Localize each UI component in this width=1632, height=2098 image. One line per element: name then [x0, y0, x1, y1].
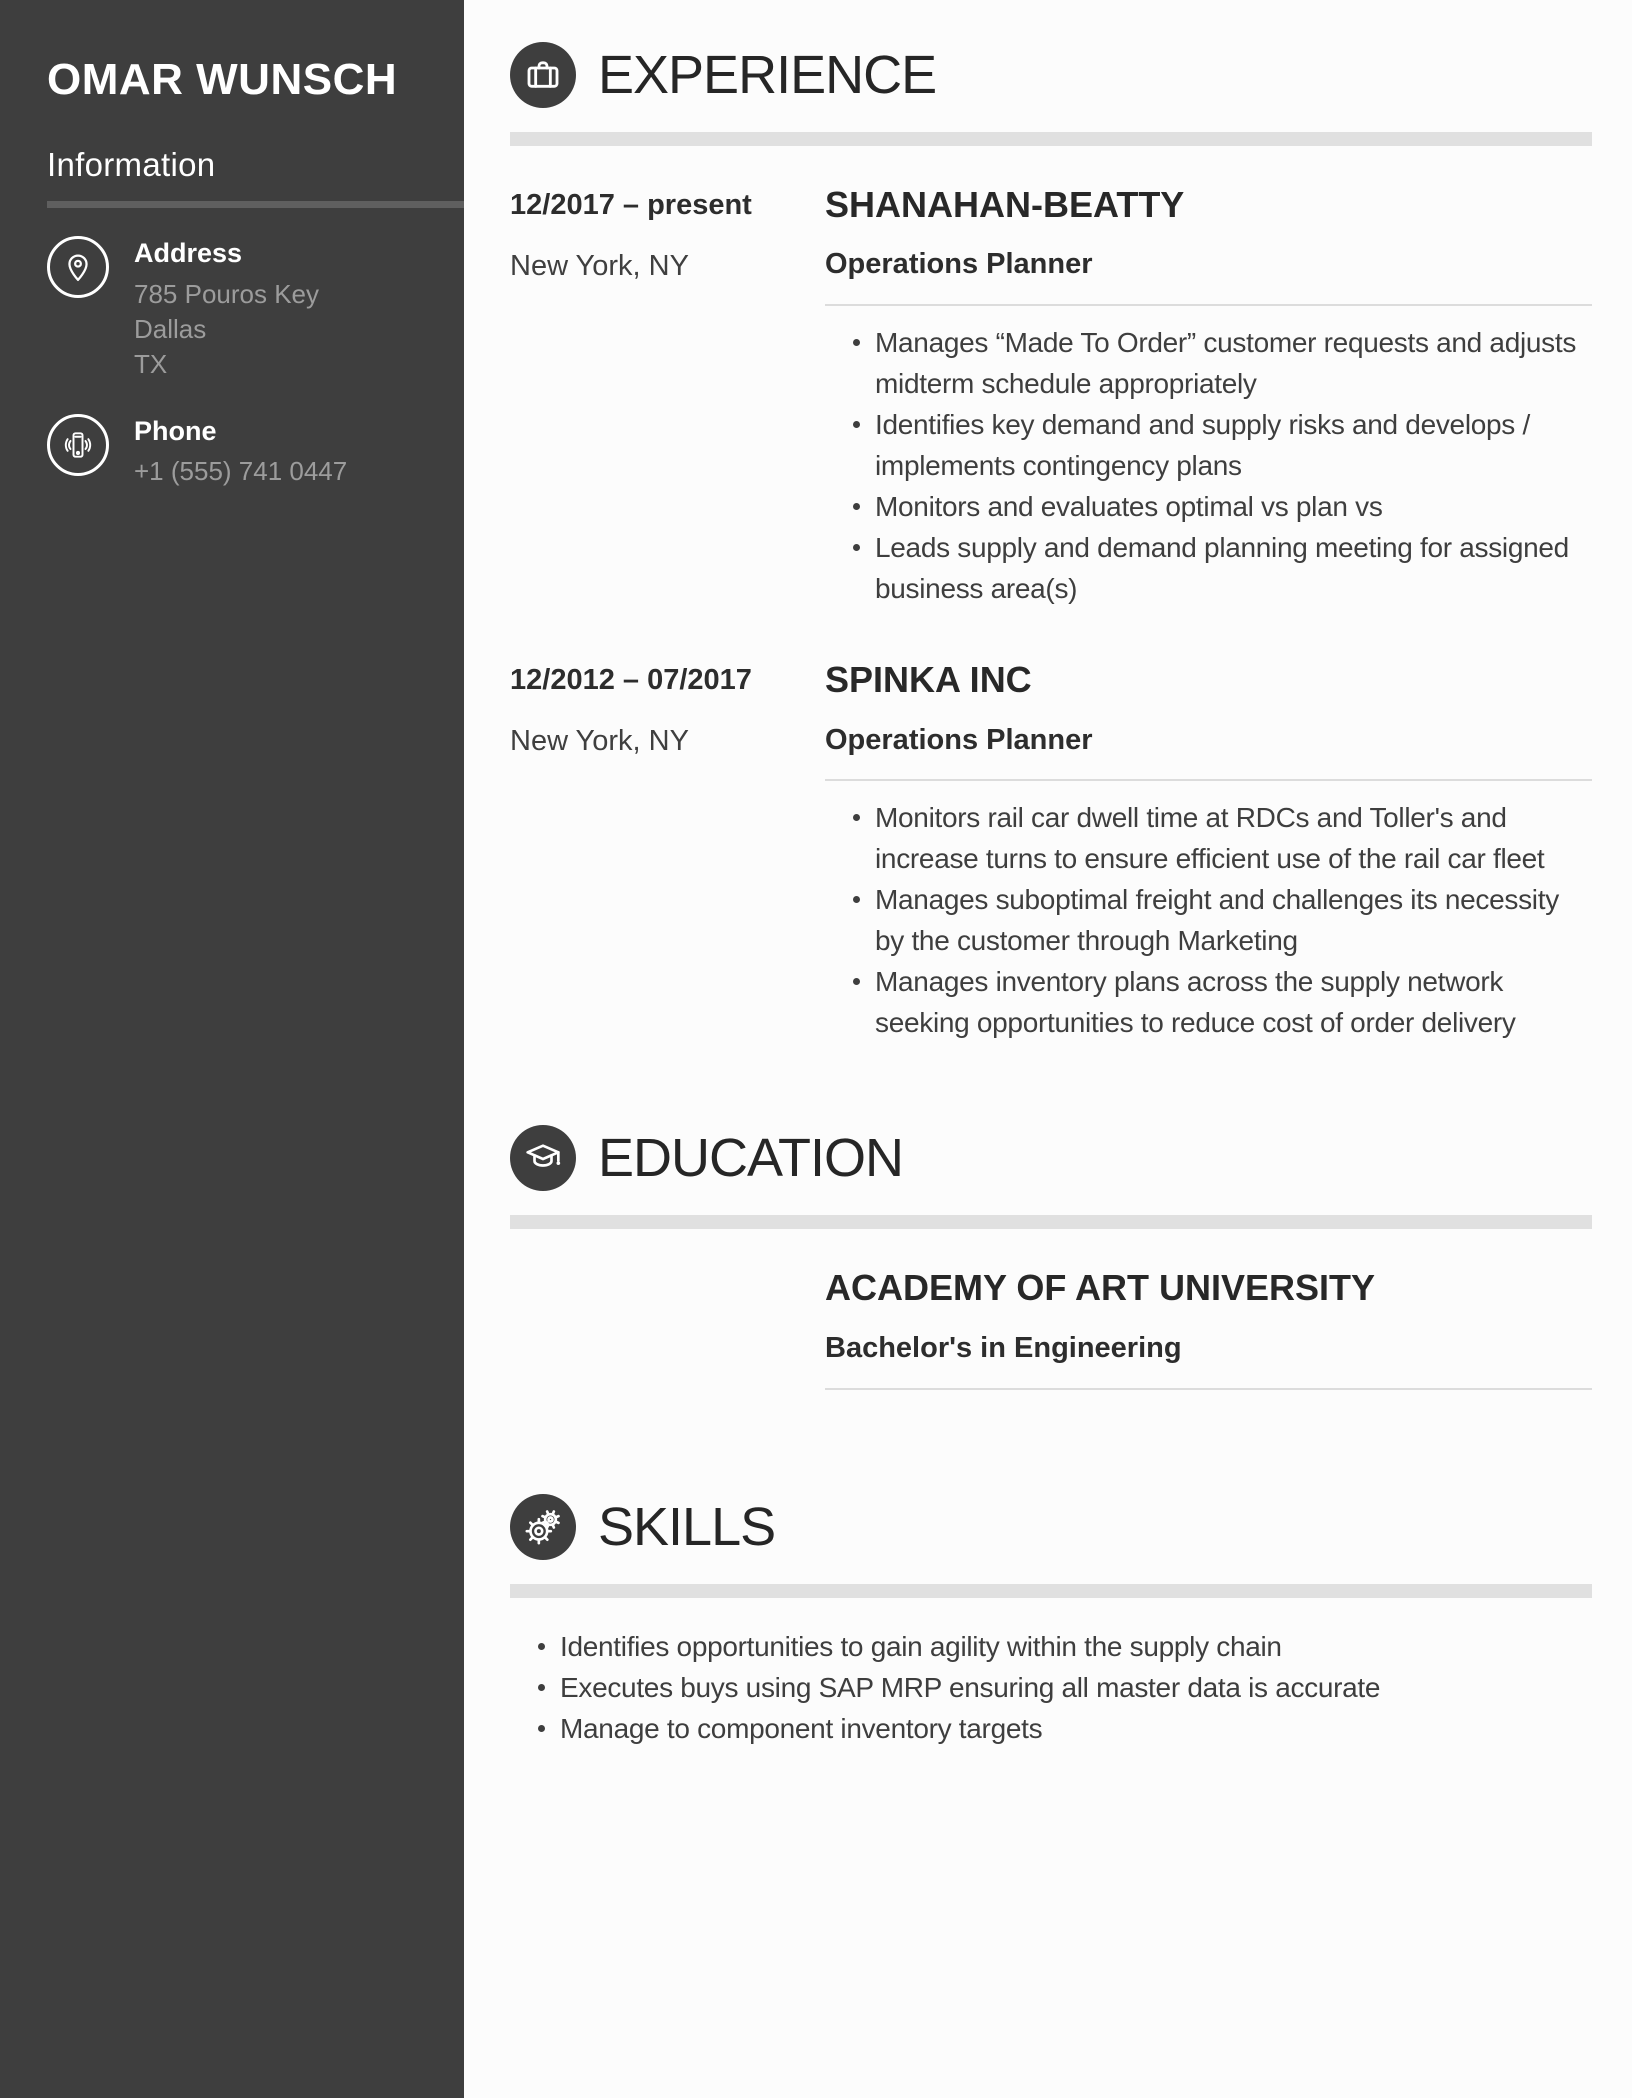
graduation-cap-icon [510, 1125, 576, 1191]
entry-position: Operations Planner [825, 723, 1093, 756]
contact-phone-text [134, 414, 347, 490]
sidebar-divider [47, 201, 464, 208]
bullet-item: Manages suboptimal freight and challenges its necessity by the customer through Marketing [825, 879, 1592, 961]
entry-divider [825, 1388, 1592, 1390]
entry-meta [510, 659, 825, 1043]
entry-details [825, 184, 1592, 609]
entry-location: New York, NY [510, 724, 689, 757]
section-title-education: EDUCATION [598, 1128, 904, 1189]
experience-header [510, 42, 1592, 108]
gears-icon [510, 1494, 576, 1560]
bullet-item: Monitors and evaluates optimal vs plan vs [825, 486, 1592, 527]
phone-number: +1 (555) 741 0447 [134, 456, 348, 487]
entry-date: 12/2012 – 07/2017 [510, 664, 752, 697]
bullet-item: Monitors rail car dwell time at RDCs and Toller's and increase turns to ensure efficient use of the rail car fleet [825, 797, 1592, 879]
entry-bullet-list [825, 322, 1592, 609]
bullet-item: Manages “Made To Order” customer requests and adjusts midterm schedule appropriately [825, 322, 1592, 404]
address-line: Dallas [134, 313, 207, 344]
entry-company: SHANAHAN-BEATTY [825, 184, 1185, 225]
bullet-item: Identifies opportunities to gain agility within the supply chain [510, 1626, 1592, 1667]
section-title-skills: SKILLS [598, 1496, 776, 1557]
entry-company: SPINKA INC [825, 659, 1032, 701]
section-underline-bar [510, 132, 1592, 146]
bullet-item: Manages inventory plans across the supply network seeking opportunities to reduce cost of order delivery [825, 961, 1592, 1043]
contact-label: Address [134, 238, 243, 268]
experience-entry [510, 659, 1592, 1043]
briefcase-icon [510, 42, 576, 108]
entry-meta [510, 184, 825, 609]
contact-row-address [47, 236, 424, 382]
entry-location: New York, NY [510, 249, 689, 282]
entry-details [825, 1267, 1592, 1389]
section-underline-bar [510, 1215, 1592, 1229]
entry-divider [825, 304, 1592, 306]
entry-bullet-list [825, 797, 1592, 1043]
contact-row-phone [47, 414, 424, 490]
skills-bullet-list [510, 1626, 1592, 1749]
entry-position: Operations Planner [825, 248, 1093, 281]
bullet-item: Identifies key demand and supply risks and develops / implements contingency plans [825, 404, 1592, 486]
candidate-name: OMAR WUNSCH [47, 55, 398, 104]
entry-date: 12/2017 – present [510, 189, 752, 221]
address-line: 785 Pouros Key [134, 278, 320, 309]
contact-label: Phone [134, 415, 217, 446]
bullet-item: Manage to component inventory targets [510, 1708, 1592, 1749]
entry-meta [510, 1267, 825, 1389]
address-line: TX [134, 348, 168, 379]
section-title-experience: EXPERIENCE [598, 45, 937, 105]
bullet-item: Leads supply and demand planning meeting for assigned business area(s) [825, 527, 1592, 609]
contact-address-text [134, 236, 319, 382]
section-underline-bar [510, 1584, 1592, 1598]
degree-name: Bachelor's in Engineering [825, 1331, 1182, 1364]
contact-lines [134, 454, 347, 489]
entry-divider [825, 779, 1592, 781]
smartphone-icon [47, 414, 109, 476]
location-pin-icon [47, 236, 109, 298]
bullet-item: Executes buys using SAP MRP ensuring all master data is accurate [510, 1667, 1592, 1708]
education-entry [510, 1267, 1592, 1389]
entry-details [825, 659, 1592, 1043]
sidebar [0, 0, 464, 2098]
sidebar-section-title: Information [47, 146, 216, 183]
resume-body [464, 0, 1632, 2098]
contact-lines [134, 277, 319, 382]
school-name: ACADEMY OF ART UNIVERSITY [825, 1267, 1376, 1309]
experience-entry [510, 184, 1592, 609]
education-header [510, 1125, 1592, 1191]
skills-header [510, 1494, 1592, 1560]
